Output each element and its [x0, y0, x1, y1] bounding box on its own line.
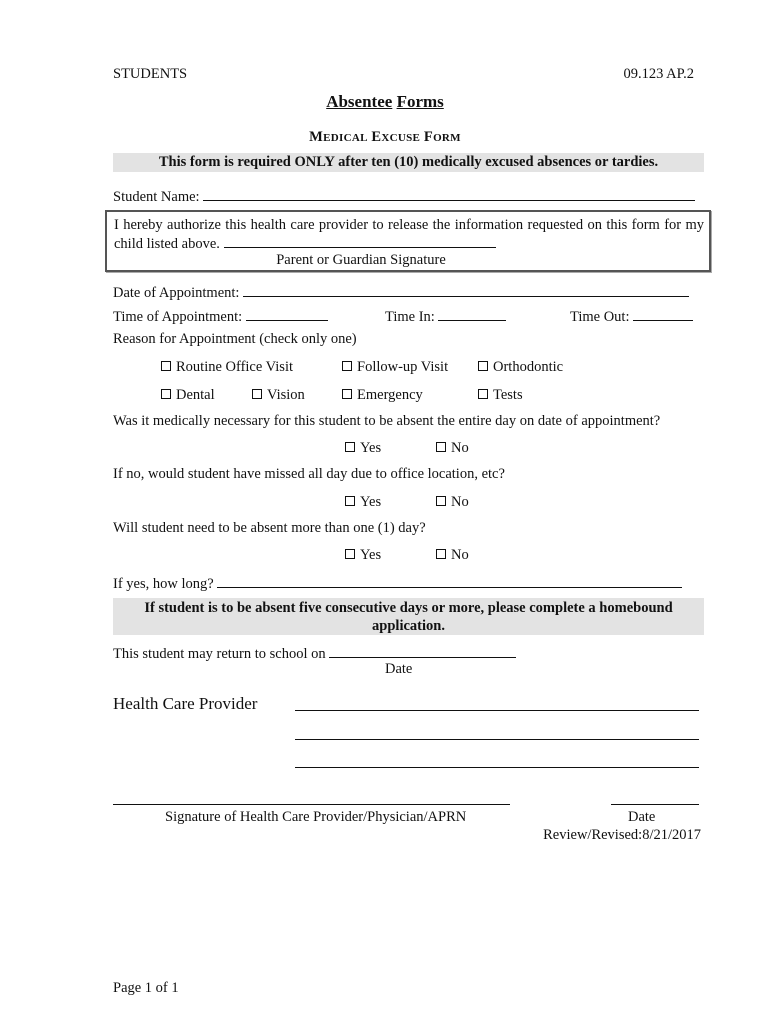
time-out-label: Time Out: [570, 309, 630, 325]
authorization-statement: I hereby authorize this health care provider to release the information requested on this form for my child listed above. [114, 217, 704, 252]
return-row [113, 643, 516, 663]
provider-line-2[interactable] [295, 739, 699, 740]
option-orthodontic[interactable]: Orthodontic [478, 359, 563, 376]
appointment-time-label: Time of Appointment: [113, 309, 243, 325]
q3-no-option[interactable]: No [436, 547, 469, 564]
question-more-than-one-day: Will student need to be absent more than one (1) day? [113, 520, 426, 536]
provider-line-3[interactable] [295, 767, 699, 768]
form-title [0, 92, 770, 112]
reason-label: Reason for Appointment (check only one) [113, 331, 357, 347]
required-notice: This form is required ONLY after ten (10) medically excused absences or tardies. [113, 153, 704, 172]
option-follow-up-visit[interactable]: Follow-up Visit [342, 359, 448, 376]
page-number: Page 1 of 1 [113, 980, 179, 996]
title-word-2: Forms [396, 92, 444, 111]
parent-signature-field[interactable] [224, 234, 496, 248]
review-revised-date: Review/Revised:8/21/2017 [543, 827, 701, 843]
parent-signature-caption: Parent or Guardian Signature [276, 252, 446, 268]
question-entire-day: Was it medically necessary for this student to be absent the entire day on date of appointment? [113, 413, 661, 429]
time-in-label: Time In: [385, 309, 435, 325]
section-header: STUDENTS [113, 66, 188, 82]
checkbox-icon[interactable] [436, 549, 446, 559]
option-dental[interactable]: Dental [161, 387, 215, 404]
time-out-field[interactable] [633, 306, 693, 321]
q2-no-option[interactable]: No [436, 494, 469, 511]
student-name-row [113, 186, 695, 206]
option-emergency[interactable]: Emergency [342, 387, 423, 404]
checkbox-icon[interactable] [342, 361, 352, 371]
return-label: This student may return to school on [113, 646, 326, 662]
provider-signature-caption: Signature of Health Care Provider/Physician/APRN [165, 809, 467, 825]
provider-signature-field[interactable] [113, 804, 510, 805]
checkbox-icon[interactable] [161, 389, 171, 399]
subtitle-text: MEDICAL EXCUSE FORM [309, 129, 461, 145]
appointment-date-field[interactable] [243, 282, 689, 297]
checkbox-icon[interactable] [478, 361, 488, 371]
appointment-date-row [113, 282, 689, 302]
return-date-field[interactable] [329, 643, 516, 658]
option-routine-office-visit[interactable]: Routine Office Visit [161, 359, 293, 376]
student-name-label: Student Name: [113, 189, 200, 205]
checkbox-icon[interactable] [345, 549, 355, 559]
title-word-1: Absentee [326, 92, 393, 111]
checkbox-icon[interactable] [252, 389, 262, 399]
appointment-time-field[interactable] [246, 306, 328, 321]
time-out-row [570, 306, 693, 326]
q3-yes-option[interactable]: Yes [345, 547, 381, 564]
checkbox-icon[interactable] [345, 442, 355, 452]
how-long-row [113, 573, 682, 593]
appointment-date-label: Date of Appointment: [113, 285, 240, 301]
authorization-box [105, 210, 711, 272]
q1-no-option[interactable]: No [436, 440, 469, 457]
checkbox-icon[interactable] [345, 496, 355, 506]
how-long-field[interactable] [217, 573, 682, 588]
student-name-field[interactable] [203, 186, 695, 201]
checkbox-icon[interactable] [436, 442, 446, 452]
q2-yes-option[interactable]: Yes [345, 494, 381, 511]
return-date-caption: Date [385, 661, 413, 677]
checkbox-icon[interactable] [478, 389, 488, 399]
checkbox-icon[interactable] [436, 496, 446, 506]
policy-code: 09.123 AP.2 [623, 66, 694, 82]
how-long-label: If yes, how long? [113, 576, 214, 592]
checkbox-icon[interactable] [342, 389, 352, 399]
authorization-text [114, 216, 704, 253]
option-vision[interactable]: Vision [252, 387, 305, 404]
health-care-provider-label: Health Care Provider [113, 694, 258, 713]
appointment-time-row [113, 306, 328, 326]
provider-line-1[interactable] [295, 710, 699, 711]
signature-date-caption: Date [628, 809, 656, 825]
homebound-notice: If student is to be absent five consecutive days or more, please complete a homebound application. [113, 598, 704, 635]
checkbox-icon[interactable] [161, 361, 171, 371]
question-office-location: If no, would student have missed all day due to office location, etc? [113, 466, 505, 482]
option-tests[interactable]: Tests [478, 387, 523, 404]
time-in-row [385, 306, 506, 326]
time-in-field[interactable] [438, 306, 506, 321]
signature-date-field[interactable] [611, 804, 699, 805]
form-subtitle [0, 129, 770, 146]
q1-yes-option[interactable]: Yes [345, 440, 381, 457]
